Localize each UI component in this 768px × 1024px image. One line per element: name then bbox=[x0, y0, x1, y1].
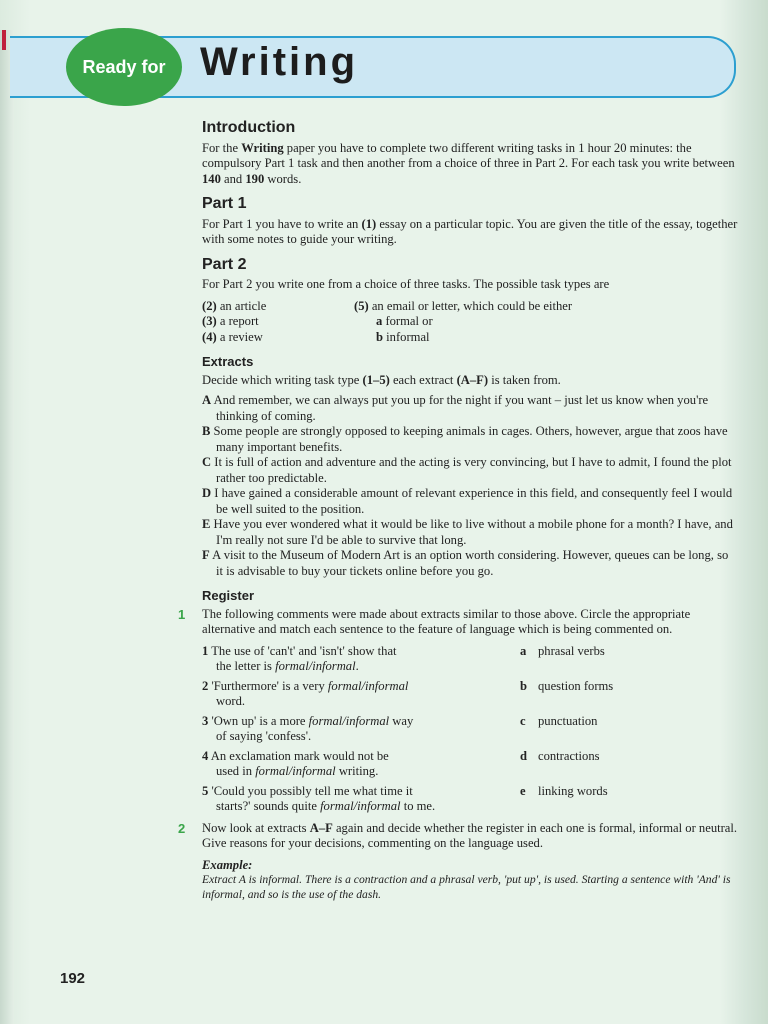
intro-text-end: words. bbox=[264, 171, 302, 186]
page-gutter bbox=[0, 30, 14, 1024]
introduction-section bbox=[202, 120, 738, 187]
part1-section bbox=[202, 196, 738, 248]
feature-option bbox=[520, 714, 597, 745]
extracts-instruction bbox=[202, 373, 738, 389]
part1-text bbox=[202, 217, 738, 248]
formal-informal-choice[interactable]: formal/informal bbox=[327, 678, 409, 693]
feature-label: linking words bbox=[538, 783, 608, 798]
extract-item bbox=[202, 486, 738, 517]
exercise-number: 2 bbox=[178, 820, 186, 836]
task-type-item bbox=[202, 330, 354, 346]
intro-text-2: paper you have to complete two different writing tasks in 1 hour 20 minutes: the compulsory Part 1 task and then another from a choice of three in Part 2. For each task you write between bbox=[202, 140, 735, 170]
matching-row bbox=[202, 644, 738, 675]
task-subtype bbox=[354, 330, 572, 346]
task-num: (2) bbox=[202, 298, 217, 313]
task-label: a report bbox=[216, 314, 259, 328]
example-label: Example: bbox=[202, 857, 253, 872]
ready-for-badge bbox=[66, 28, 182, 106]
statement-text: used in bbox=[216, 764, 256, 778]
example-text: Extract A is informal. There is a contraction and a phrasal verb, 'put up', is used. Starting a sentence with 'And' is informal, and so is the use of the dash. bbox=[202, 873, 731, 901]
extract-text: It is full of action and adventure and the acting is very convincing, but I have to admit, I found the plot rather too predictable. bbox=[211, 455, 732, 485]
statement-number: 4 bbox=[202, 748, 209, 763]
statement-text: 'Could you possibly tell me what time it bbox=[208, 783, 413, 798]
intro-max-words: 190 bbox=[245, 171, 265, 186]
feature-letter: c bbox=[520, 713, 526, 728]
page-title: Writing bbox=[200, 40, 359, 84]
extract-item bbox=[202, 455, 738, 486]
extract-text: I have gained a considerable amount of relevant experience in this field, and consequently feel I would be well suited to the position. bbox=[211, 486, 733, 516]
register-section bbox=[178, 588, 738, 902]
exercise-1-text: The following comments were made about extracts similar to those above. Circle the appropriate alternative and match each sentence to the feature of language which is being commented on. bbox=[202, 606, 691, 636]
statement-text: the letter is bbox=[216, 659, 276, 673]
task-label: an article bbox=[216, 298, 267, 313]
task-types-left bbox=[202, 299, 354, 346]
instr-range-2: (A–F) bbox=[456, 372, 489, 387]
subtype-letter: b bbox=[376, 329, 384, 344]
extract-letter: A bbox=[202, 393, 212, 407]
q2-pre: Now look at extracts bbox=[202, 820, 310, 835]
feature-option bbox=[520, 784, 608, 815]
feature-letter: a bbox=[520, 643, 527, 658]
extract-text: And remember, we can always put you up for the night if you want – just let us know when you're thinking of coming. bbox=[211, 393, 709, 423]
q2-post: again and decide whether the register in each one is formal, informal or neutral. Give reasons for your decisions, commenting on the language used. bbox=[202, 820, 738, 850]
introduction-text bbox=[202, 141, 738, 188]
part2-heading: Part 2 bbox=[202, 255, 247, 273]
statement-text: of saying 'confess'. bbox=[216, 729, 312, 743]
extracts-section bbox=[202, 354, 738, 579]
exercise-number: 1 bbox=[178, 606, 186, 622]
extract-letter: D bbox=[202, 486, 212, 500]
statement-text: starts?' sounds quite bbox=[216, 799, 321, 813]
statement-text: writing. bbox=[335, 764, 379, 778]
exercise-2 bbox=[178, 820, 738, 903]
matching-row bbox=[202, 749, 738, 780]
part2-text: For Part 2 you write one from a choice of three tasks. The possible task types are bbox=[202, 277, 610, 291]
task-type-item bbox=[354, 299, 572, 315]
intro-min-words: 140 bbox=[202, 171, 221, 186]
extract-letter: C bbox=[202, 455, 212, 469]
statement bbox=[202, 749, 520, 780]
statement bbox=[202, 679, 520, 710]
extract-text: Some people are strongly opposed to keeping animals in cages. Others, however, argue that zoos have many important benefits. bbox=[210, 424, 728, 454]
instr-mid: each extract bbox=[389, 372, 457, 387]
statement bbox=[202, 644, 520, 675]
part2-section bbox=[202, 257, 738, 346]
badge-label: Ready for bbox=[82, 56, 166, 77]
task-label: a review bbox=[216, 329, 263, 344]
formal-informal-choice[interactable]: formal/informal bbox=[308, 713, 390, 728]
task-num: (4) bbox=[202, 329, 217, 344]
introduction-heading: Introduction bbox=[202, 119, 296, 136]
task-num: (3) bbox=[202, 314, 217, 328]
statement-text: . bbox=[355, 659, 359, 673]
feature-label: question forms bbox=[538, 678, 614, 693]
statement bbox=[202, 784, 520, 815]
exercise-1 bbox=[178, 606, 738, 638]
instr-pre: Decide which writing task type bbox=[202, 372, 363, 387]
feature-letter: d bbox=[520, 748, 528, 763]
statement-number: 1 bbox=[202, 643, 209, 658]
intro-and: and bbox=[220, 171, 246, 186]
extract-item bbox=[202, 393, 738, 424]
task-type-item bbox=[202, 314, 354, 330]
extract-letter: B bbox=[202, 424, 211, 438]
formal-informal-choice[interactable]: formal/informal bbox=[320, 799, 401, 813]
bookmark-mark bbox=[2, 30, 6, 50]
q2-range: A–F bbox=[309, 820, 333, 835]
intro-bold-writing: Writing bbox=[241, 140, 284, 155]
statement-text: word. bbox=[216, 694, 246, 708]
statement-number: 5 bbox=[202, 783, 209, 798]
part1-post: essay on a particular topic. You are given the title of the essay, together with some notes to guide your writing. bbox=[202, 216, 738, 246]
extract-item bbox=[202, 548, 738, 579]
register-heading: Register bbox=[202, 588, 255, 603]
instr-range-1: (1–5) bbox=[362, 372, 390, 387]
feature-option bbox=[520, 749, 600, 780]
extract-letter: E bbox=[202, 517, 211, 531]
subtype-letter: a bbox=[376, 314, 383, 328]
feature-option bbox=[520, 679, 613, 710]
intro-text-1: For the bbox=[202, 140, 242, 155]
statement-number: 2 bbox=[202, 678, 209, 693]
statement-text: 'Own up' is a more bbox=[208, 713, 309, 728]
task-label: an email or letter, which could be either bbox=[368, 298, 573, 313]
task-subtype bbox=[354, 314, 572, 330]
task-num: (5) bbox=[354, 298, 369, 313]
statement-text: way bbox=[389, 713, 414, 728]
formal-informal-choice[interactable]: formal/informal bbox=[275, 659, 356, 673]
feature-letter: b bbox=[520, 678, 528, 693]
matching-row bbox=[202, 679, 738, 710]
extracts-list bbox=[202, 393, 738, 579]
matching-items bbox=[202, 644, 738, 815]
extract-letter: F bbox=[202, 548, 210, 562]
matching-row bbox=[202, 784, 738, 815]
feature-label: contractions bbox=[538, 748, 600, 763]
page-number: 192 bbox=[60, 970, 86, 987]
part1-heading: Part 1 bbox=[202, 195, 247, 212]
task-types-right bbox=[354, 299, 572, 346]
statement bbox=[202, 714, 520, 745]
matching-row bbox=[202, 714, 738, 745]
statement-text: An exclamation mark would not be bbox=[208, 748, 389, 763]
part1-num: (1) bbox=[361, 216, 377, 231]
statement-number: 3 bbox=[202, 713, 209, 728]
main-content bbox=[178, 119, 738, 911]
instr-post: is taken from. bbox=[488, 372, 561, 387]
feature-label: phrasal verbs bbox=[538, 643, 605, 658]
task-types-grid bbox=[202, 299, 738, 346]
task-type-item bbox=[202, 299, 354, 315]
subtype-label: informal bbox=[383, 329, 430, 344]
statement-text: The use of 'can't' and 'isn't' show that bbox=[208, 643, 397, 658]
statement-text: 'Furthermore' is a very bbox=[208, 678, 328, 693]
part1-pre: For Part 1 you have to write an bbox=[202, 216, 362, 231]
subtype-label: formal or bbox=[382, 314, 433, 328]
feature-option bbox=[520, 644, 605, 675]
extract-item bbox=[202, 424, 738, 455]
feature-label: punctuation bbox=[538, 713, 598, 728]
statement-text: to me. bbox=[400, 799, 436, 813]
extract-item bbox=[202, 517, 738, 548]
extract-text: A visit to the Museum of Modern Art is an option worth considering. However, queues can be long, so it is advisable to buy your tickets online before you go. bbox=[209, 548, 729, 578]
exercise-2-text bbox=[202, 821, 738, 852]
extracts-heading: Extracts bbox=[202, 354, 254, 369]
extract-text: Have you ever wondered what it would be like to live without a mobile phone for a month? I have, and I'm really not sure I'd be able to survive that long. bbox=[210, 517, 733, 547]
feature-letter: e bbox=[520, 783, 526, 798]
formal-informal-choice[interactable]: formal/informal bbox=[255, 764, 336, 778]
